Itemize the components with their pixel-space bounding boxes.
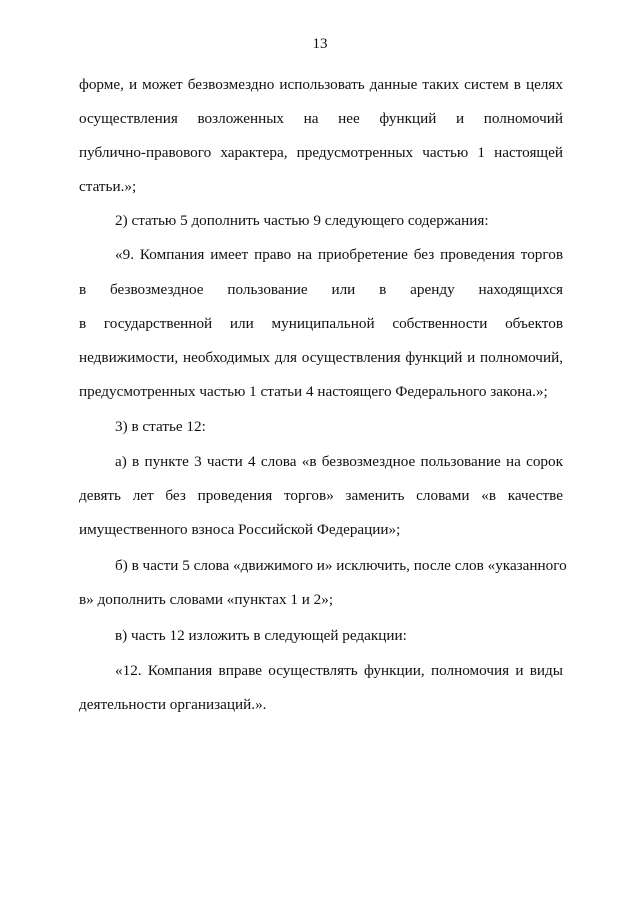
text-line: девять лет без проведения торгов» заменить словами «в качестве (79, 487, 563, 504)
text-line: предусмотренных частью 1 статьи 4 настоящего Федерального закона.»; (79, 383, 548, 400)
text-line: статьи.»; (79, 178, 137, 195)
text-line: в) часть 12 изложить в следующей редакции: (115, 627, 407, 644)
text-line: деятельности организаций.». (79, 696, 267, 713)
text-line: имущественного взноса Российской Федерации»; (79, 521, 401, 538)
text-line: недвижимости, необходимых для осуществления функций и полномочий, (79, 349, 563, 366)
text-line: 2) статью 5 дополнить частью 9 следующего содержания: (115, 212, 489, 229)
text-line: осуществления возложенных на нее функций и полномочий (79, 110, 563, 127)
text-line: а) в пункте 3 части 4 слова «в безвозмездное пользование на сорок (115, 453, 563, 470)
text-line: форме, и может безвозмездно использовать данные таких систем в целях (79, 76, 563, 93)
text-line: в государственной или муниципальной собственности объектов (79, 315, 563, 332)
page-number: 13 (312, 36, 328, 52)
text-line: «12. Компания вправе осуществлять функции, полномочия и виды (115, 662, 563, 679)
text-line: в» дополнить словами «пунктах 1 и 2»; (79, 591, 334, 608)
text-line: публично-правового характера, предусмотренных частью 1 настоящей (79, 144, 563, 161)
text-line: 3) в статье 12: (115, 418, 206, 435)
text-line: в безвозмездное пользование или в аренду находящихся (79, 281, 563, 298)
text-line: «9. Компания имеет право на приобретение без проведения торгов (115, 246, 563, 263)
text-line: б) в части 5 слова «движимого и» исключить, после слов «указанного (115, 557, 567, 574)
